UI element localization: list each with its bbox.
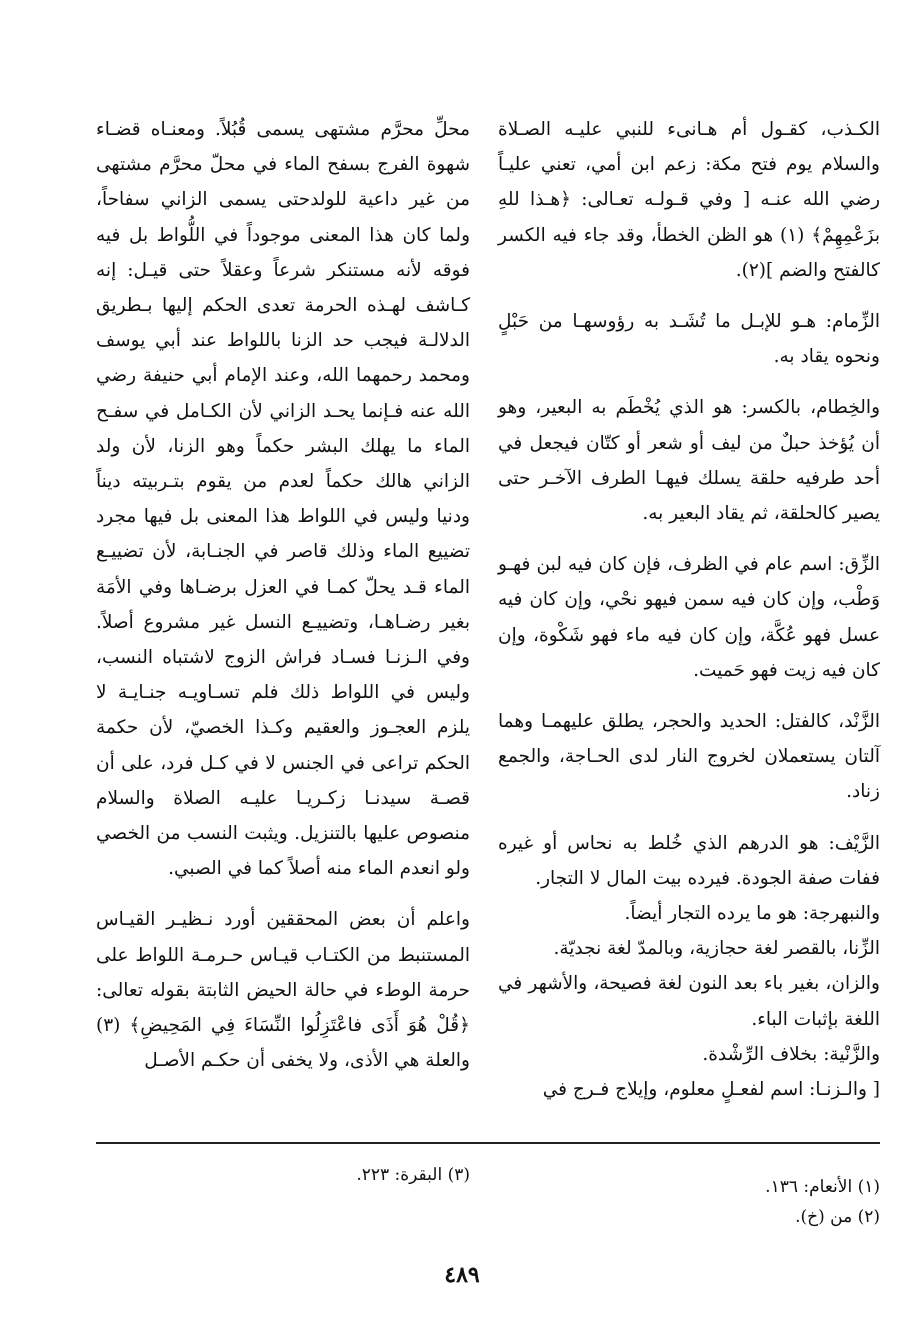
- footnotes-left: [96, 1160, 470, 1190]
- paragraph-ziqq: الزِّق: اسم عام في الظرف، فإن كان فيه لبن فهـو وَطْب، وإن كان فيه سمن فيهو نحْي، وإن كان فيه عسل فهو عُكَّة، وإن كان فيه ماء فهو شَكْوة، وإن كان فيه زيت فهو حَميت.: [498, 554, 880, 681]
- paragraph-qiyas: واعلم أن بعض المحققين أورد نـظيـر القيـاس المستنبط من الكتـاب قيـاس حـرمـة اللواط على حرمة الوطء في حالة الحيض الثابتة بقوله تعالى: ﴿قُلْ هُوَ أَذَى فاعْتَزِلُوا النِّسَاءَ فِي المَحِيضِ﴾ (٣) والعلة هي الأذى، ولا يخفى أن حكـم الأصـل: [96, 909, 470, 1072]
- footnote-2: (٢) من (خ).: [795, 1207, 880, 1227]
- footnotes-right: [500, 1172, 880, 1232]
- footnote-3: (٣) البقرة: ٢٢٣.: [356, 1165, 470, 1185]
- left-text-column: [96, 112, 470, 1078]
- paragraph-zina-meaning: محلِّ محرَّم مشتهى يسمى قُبُلاً. ومعنـاه قضـاء شهوة الفرج بسفح الماء في محلّ محرَّم مشتهى من غير داعية للولدحتى يسمى الزاني سفاحاً، ولما كان هذا المعنى موجوداً في اللُّواط بل فيه فوقه لأنه مستنكر شرعاً وعقلاً حتى قيـل: إنه كـاشف لهـذه الحرمة تعدى الحكم إليها بـطريق الدلالـة فيجب حد الزنا باللواط عند أبي يوسف ومحمد رحمهما الله، وعند الإمام أبي حنيفة رضي الله عنه فـإنما يحـد الزاني لأن الكـامل في سفـح الماء ما يهلك البشر حكماً وهو الزنا، لأن ولد الزاني هالك حكماً لعدم من يقوم بتـربيته ديناً ودنيا وليس في اللواط هذا المعنى بل فيها مجرد تضييع الماء وذلك قاصر في الجنـابة، لأن تضييـع الماء قـد يحلّ كمـا في العزل برضـاها وفي الأمَة بغير رضـاهـا، وتضييـع النسل غير مشروع أصلاً. وفي الـزنـا فسـاد فراش الزوج لاشتباه النسب، وليس في اللواط ذلك فلم تسـاويـه جنـايـة لا يلزم العجـوز والعقيم وكـذا الخصيّ، لأن حكمة الحكم تراعى في الجنس لا في كـل فرد، على أن قصـة سيدنـا زكـريـا عليـه الصلاة والسلام منصوص عليها بالتنزيل. ويثبت النسب من الخصي ولو انعدم الماء منه أصلاً كما في الصبي.: [96, 119, 470, 880]
- footnote-separator: [96, 1142, 880, 1144]
- paragraph-zanya: والزَّنْية: بخلاف الرِّشْدة.: [702, 1043, 880, 1065]
- paragraph-kadhib: الكـذب، كقـول أم هـانىء للنبي عليـه الصـلاة والسلام يوم فتح مكة: زعم ابن أمي، تعني عليـاً رضي الله عنـه [ وفي قـولـه تعـالى: ﴿هـذا للهِ بزَعْمِهِمْ﴾ (١) هو الظن الخطأ، وقد جاء فيه الكسر كالفتح والضم ](٢).: [498, 119, 880, 281]
- page-number: ٤٨٩: [444, 1262, 480, 1288]
- paragraph-khitam: والخِطام، بالكسر: هو الذي يُخْطَم به البعير، وهو أن يُؤخذ حبلٌ من ليف أو شعر أو كتّان فيجعل في أحد طرفيه حلقة يسلك فيهـا الطرف الآخـر حتى يصير كالحلقة، ثم يقاد البعير به.: [498, 397, 880, 525]
- footnote-1: (١) الأنعام: ١٣٦.: [765, 1177, 880, 1197]
- paragraph-zina: الزِّنا، بالقصر لغة حجازية، وبالمدّ لغة نجديّة.: [553, 938, 880, 960]
- paragraph-zimam: الزِّمام: هـو للإبـل ما تُشَـد به رؤوسهـا من حَبْلٍ ونحوه يقاد به.: [498, 311, 880, 368]
- right-text-column: [498, 112, 880, 1107]
- paragraph-nabahraja: والنبهرجة: هو ما يرده التجار أيضاً.: [624, 903, 880, 925]
- paragraph-zina-definition: [ والـزنـا: اسم لفعـلٍ معلوم، وإيلاج فـرج في: [542, 1079, 880, 1101]
- paragraph-zand: الزَّنْد، كالفتل: الحديد والحجر، يطلق عليهمـا وهما آلتان يستعملان لخروج النار لدى الحـاجة، والجمع زناد.: [498, 711, 880, 803]
- paragraph-zani: والزان، بغير باء بعد النون لغة فصيحة، والأشهر في اللغة بإثبات الباء.: [498, 973, 880, 1030]
- paragraph-zayf: الزَّيْف: هو الدرهم الذي خُلط به نحاس أو غيره ففات صفة الجودة. فيرده بيت المال لا التجار.: [498, 832, 880, 889]
